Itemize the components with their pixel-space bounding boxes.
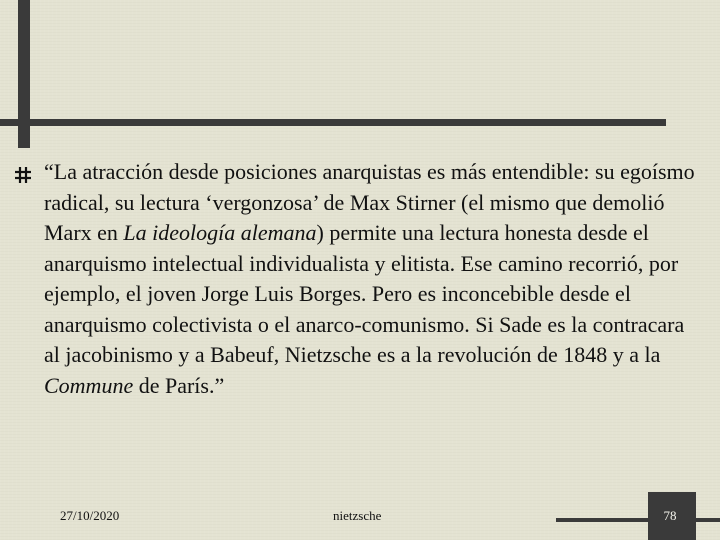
quote-text-part3: de París.”: [133, 372, 225, 398]
horizontal-decor-bar: [0, 119, 666, 126]
quote-italic-title-1: La ideología alemana: [123, 220, 317, 245]
quote-italic-title-2: Commune: [44, 372, 134, 398]
footer-date: 27/10/2020: [60, 508, 120, 523]
page-number: 78: [663, 508, 677, 523]
quote-text-part1: “La atracción desde posiciones anarquistas es más entendible: su egoísmo radical, su lectura ‘vergonzosa’ de Max Stirner (el mismo que demolió Marx en: [44, 159, 695, 245]
footer-title: nietzsche: [333, 508, 382, 523]
quote-paragraph: [44, 157, 704, 401]
hash-bullet-icon: [14, 166, 32, 184]
quote-text-part2: ) permite una lectura honesta desde el anarquismo intelectual individualista y elitista. Ese camino recorrió, por ejemplo, el joven Jorge Luis Borges. Pero es inconcebible desde el anarquismo colectivista o el anarco-comunismo. Si Sade es la contracara al jacobinismo y a Babeuf, Nietzsche es a la revolución de 1848 y a la: [44, 220, 685, 367]
